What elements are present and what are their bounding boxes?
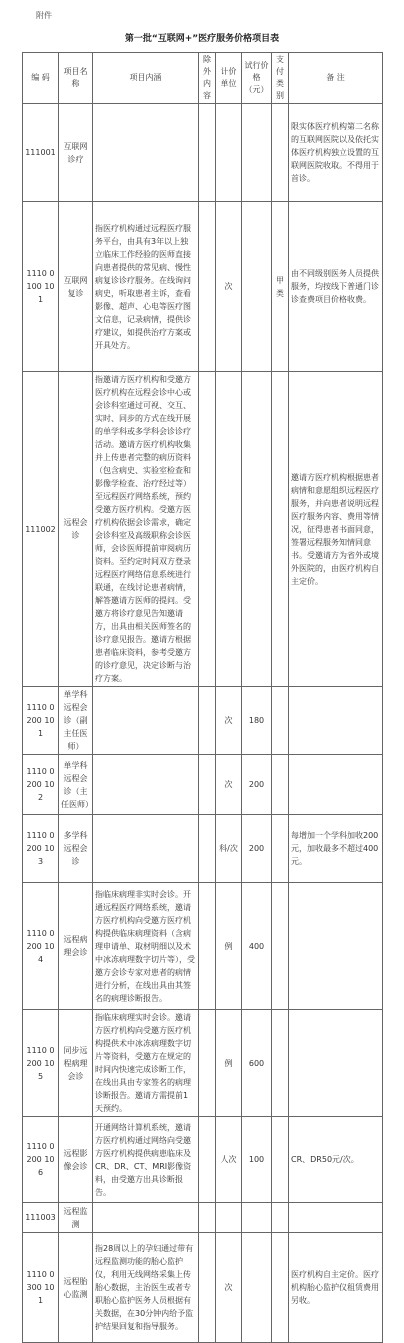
cell-note: 医疗机构自主定价。医疗机构胎心监护仪租赁费用另收。: [289, 1233, 383, 1343]
cell-note: [289, 687, 383, 755]
table-row: [23, 1203, 383, 1233]
cell-content: [93, 104, 199, 202]
cell-content: [93, 755, 199, 815]
cell-content: 指医疗机构通过远程医疗服务平台，由具有3年以上独立临床工作经验的医师直接向患者提供的常见病、慢性病复诊诊疗服务。在线询问病史，听取患者主诉，查看影像、超声、心电等医疗图文信息，记录病情，提供诊疗建议，如提供治疗方案或开具处方。: [93, 202, 199, 372]
cell-note: 邀请方医疗机构根据患者病情和意愿组织远程医疗服务，并向患者说明远程医疗服务内容、费用等情况，征得患者书面同意，签署远程服务知情同意书。受邀请方为省外或境外医院的，由医疗机构自主定价。: [289, 372, 383, 687]
cell-exclusions: [199, 372, 216, 687]
cell-unit: 例: [216, 1010, 242, 1117]
cell-note: [289, 1010, 383, 1117]
cell-payment: [272, 1203, 289, 1233]
cell-exclusions: [199, 1117, 216, 1203]
table-row: [23, 815, 383, 883]
cell-exclusions: [199, 687, 216, 755]
table-row: [23, 372, 383, 687]
cell-content: [93, 1203, 199, 1233]
cell-price: 100: [242, 1117, 272, 1203]
cell-unit: 科/次: [216, 815, 242, 883]
table-row: [23, 202, 383, 372]
cell-name: 多学科远程会诊: [59, 815, 93, 883]
cell-unit: 次: [216, 755, 242, 815]
table-row: [23, 1010, 383, 1117]
cell-unit: 例: [216, 883, 242, 1010]
cell-price: 600: [242, 1010, 272, 1117]
cell-unit: [216, 1203, 242, 1233]
cell-name: 远程病理会诊: [59, 883, 93, 1010]
cell-unit: 次: [216, 687, 242, 755]
cell-price: 400: [242, 883, 272, 1010]
cell-price: [242, 372, 272, 687]
cell-exclusions: [199, 815, 216, 883]
cell-content: [93, 687, 199, 755]
cell-name: 同步远程病理会诊: [59, 1010, 93, 1117]
cell-payment: [272, 372, 289, 687]
col-header-note: 备 注: [289, 53, 383, 104]
cell-price: [242, 104, 272, 202]
cell-code: 1110 0300 101: [23, 1233, 59, 1343]
cell-code: 1110 0200 101: [23, 687, 59, 755]
cell-payment: [272, 883, 289, 1010]
cell-payment: [272, 687, 289, 755]
cell-name: 远程胎心监测: [59, 1233, 93, 1343]
cell-exclusions: [199, 883, 216, 1010]
col-header-content: 项目内涵: [93, 53, 199, 104]
cell-note: 限实体医疗机构第二名称的互联网医院以及依托实体医疗机构独立设置的互联网医院收取。不得用于首诊。: [289, 104, 383, 202]
cell-name: 互联网诊疗: [59, 104, 93, 202]
attachment-label: 附件: [36, 11, 52, 20]
cell-name: 单学科远程会诊（副主任医师）: [59, 687, 93, 755]
cell-exclusions: [199, 104, 216, 202]
cell-exclusions: [199, 202, 216, 372]
table-header-row: [23, 53, 383, 104]
cell-name: 远程会诊: [59, 372, 93, 687]
cell-note: [289, 1203, 383, 1233]
cell-code: 1110 0200 106: [23, 1117, 59, 1203]
cell-code: 1110 0200 105: [23, 1010, 59, 1117]
cell-note: [289, 883, 383, 1010]
cell-content: 开通网络计算机系统，邀请方医疗机构通过网络向受邀方医疗机构提供病患临床及CR、DR、CT、MRI影像资料，由受邀方出具诊断报告。: [93, 1117, 199, 1203]
cell-price: 180: [242, 687, 272, 755]
cell-exclusions: [199, 1233, 216, 1343]
cell-unit: [216, 104, 242, 202]
col-header-name: 项目名称: [59, 53, 93, 104]
cell-note: 每增加一个学科加收200元，加收最多不超过400元。: [289, 815, 383, 883]
table-row: [23, 1233, 383, 1343]
cell-unit: [216, 372, 242, 687]
cell-code: 1110 0200 102: [23, 755, 59, 815]
cell-unit: 次: [216, 1233, 242, 1343]
cell-note: 由不同级别医务人员提供服务，均按线下普通门诊诊查费项目价格收费。: [289, 202, 383, 372]
cell-content: 指临床病理非实时会诊。开通远程医疗网络系统，邀请方医疗机构向受邀方医疗机构提供临床病理资料（含病理申请单、取材明细以及术中冰冻病理数字切片等），受邀方会诊专家对患者的病情进行分析，在线出具由其签名的病理诊断报告。: [93, 883, 199, 1010]
table-title: 第一批“互联网+”医疗服务价格项目表: [124, 34, 280, 44]
col-header-price: 试行价格（元）: [242, 53, 272, 104]
cell-name: 单学科远程会诊（主任医师）: [59, 755, 93, 815]
table-row: [23, 1117, 383, 1203]
cell-unit: 次: [216, 202, 242, 372]
cell-code: 111003: [23, 1203, 59, 1233]
cell-exclusions: [199, 1203, 216, 1233]
cell-code: 111002: [23, 372, 59, 687]
table-row: [23, 883, 383, 1010]
cell-content: 指邀请方医疗机构和受邀方医疗机构在远程会诊中心或会诊科室通过可视、交互、实时、同步的方式在线开展的单学科或多学科会诊诊疗活动。邀请方医疗机构收集并上传患者完整的病历资料（包含病史、实验室检查和影像学检查、治疗经过等）至远程医疗网络系统，预约受邀方医疗机构。受邀方医疗机构依据会诊需求，确定会诊科室及高级职称会诊医师，会诊医师提前审阅病历资料。至约定时间双方登录远程医疗网络信息系统进行联通，在线讨论患者病情，解答邀请方医师的提问。受邀方将诊疗意见告知邀请方，出具由相关医师签名的诊疗意见报告。邀请方根据患者临床资料，参考受邀方的诊疗意见，决定诊断与治疗方案。: [93, 372, 199, 687]
col-header-code: 编 码: [23, 53, 59, 104]
cell-code: 1110 0200 103: [23, 815, 59, 883]
cell-content: [93, 815, 199, 883]
col-header-exclusions: 除外内容: [199, 53, 216, 104]
cell-payment: [272, 815, 289, 883]
price-table: [22, 52, 383, 1343]
cell-price: [242, 202, 272, 372]
col-header-unit: 计价单位: [216, 53, 242, 104]
cell-payment: 甲类: [272, 202, 289, 372]
col-header-payment: 支付类别: [272, 53, 289, 104]
cell-name: 远程影像会诊: [59, 1117, 93, 1203]
table-row: [23, 755, 383, 815]
cell-code: 1110 0100 101: [23, 202, 59, 372]
cell-payment: [272, 104, 289, 202]
cell-content: 指临床病理实时会诊。邀请方医疗机构向受邀方医疗机构提供术中冰冻病理数字切片等资料，受邀方在规定的时间内快速完成诊断工作，在线出具由专家签名的病理诊断报告。邀请方需提前1天预约。: [93, 1010, 199, 1117]
cell-content: 指28周以上的孕妇通过带有远程监测功能的胎心监护仪，利用无线网络采集上传胎心数据，主治医生或者专职胎心监护医务人员根据有关数据，在30分钟内给予监护结果回复和指导服务。: [93, 1233, 199, 1343]
cell-price: [242, 1233, 272, 1343]
cell-payment: [272, 1117, 289, 1203]
cell-note: [289, 755, 383, 815]
cell-code: 111001: [23, 104, 59, 202]
cell-payment: [272, 1010, 289, 1117]
cell-note: CR、DR50元/次。: [289, 1117, 383, 1203]
cell-price: 200: [242, 755, 272, 815]
table-row: [23, 687, 383, 755]
cell-exclusions: [199, 1010, 216, 1117]
cell-unit: 人次: [216, 1117, 242, 1203]
cell-exclusions: [199, 755, 216, 815]
cell-payment: [272, 1233, 289, 1343]
table-row: [23, 104, 383, 202]
cell-payment: [272, 755, 289, 815]
cell-price: 200: [242, 815, 272, 883]
cell-name: 互联网复诊: [59, 202, 93, 372]
cell-price: [242, 1203, 272, 1233]
cell-code: 1110 0200 104: [23, 883, 59, 1010]
cell-name: 远程监测: [59, 1203, 93, 1233]
